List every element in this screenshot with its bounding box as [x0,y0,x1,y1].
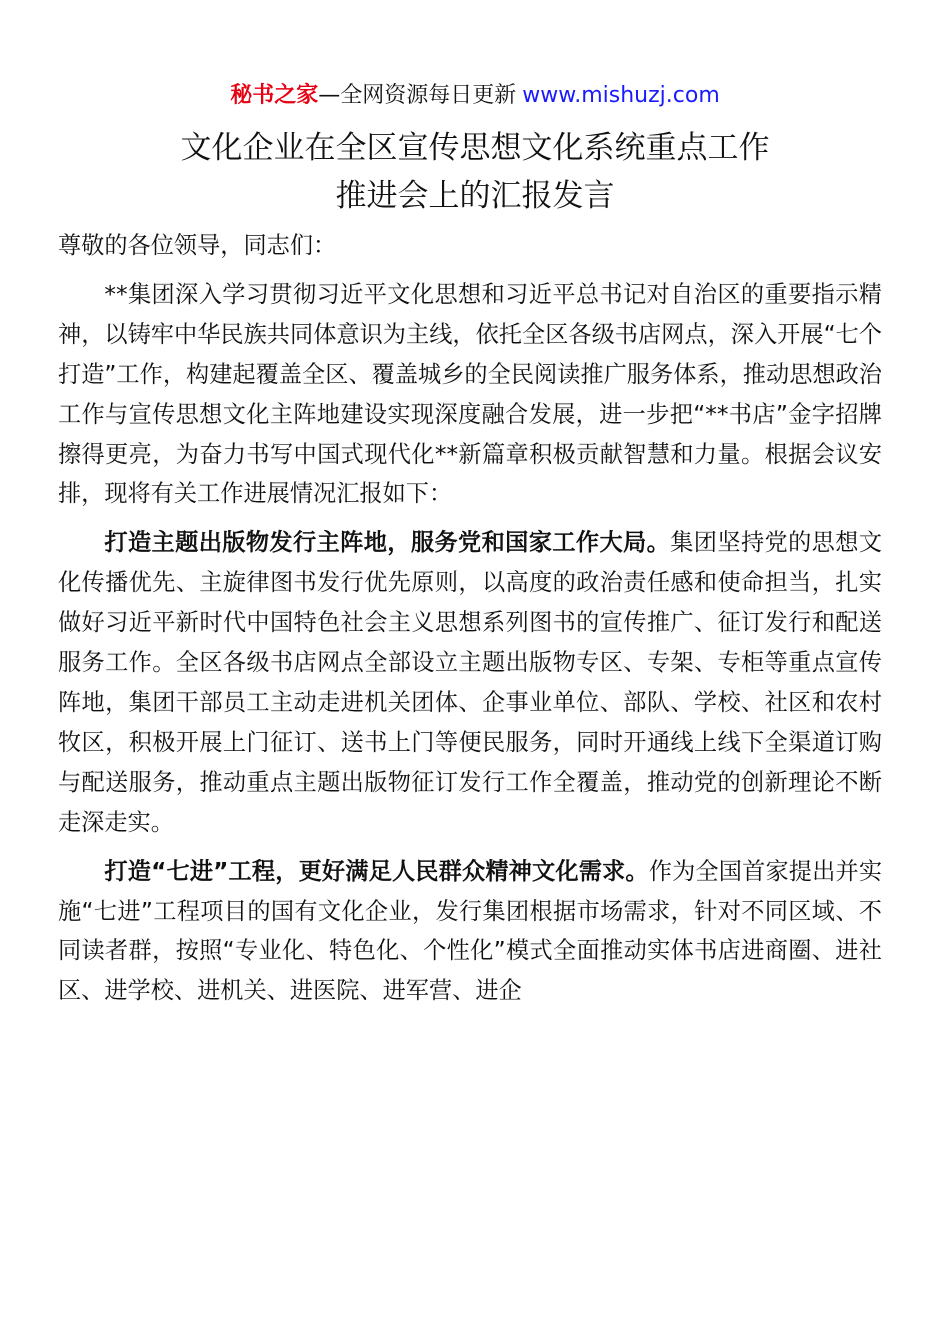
paragraph-lead: 打造“七进”工程，更好满足人民群众精神文化需求。 [104,857,649,885]
brand-name: 秘书之家 [230,83,319,108]
paragraph-theme-publications [58,523,882,842]
site-header [0,80,950,112]
title-line-1: 文化企业在全区宣传思想文化系统重点工作 [180,130,770,166]
brand-url-link[interactable]: www.mishuzj.com [522,83,720,108]
paragraph-seven-entries [58,852,882,1012]
paragraph-lead: 打造主题出版物发行主阵地，服务党和国家工作大局。 [104,529,671,557]
salutation: 尊敬的各位领导，同志们： [58,232,337,259]
paragraph-text: **集团深入学习贯彻习近平文化思想和习近平总书记对自治区的重要指示精神，以铸牢中华民族共同体意识为主线，依托全区各级书店网点，深入开展“七个打造”工作，构建起覆盖全区、覆盖城乡的全民阅读推广服务体系，推动思想政治工作与宣传思想文化主阵地建设实现深度融合发展，进一步把“**书店”金字招牌擦得更亮，为奋力书写中国式现代化**新篇章积极贡献智慧和力量。根据会议安排，现将有关工作进展情况汇报如下： [58,280,882,508]
paragraph-text: 作为全国首家提出并实施“七进”工程项目的国有文化企业，发行集团根据市场需求，针对不同区域、不同读者群，按照“专业化、特色化、个性化”模式全面推动实体书店进商圈、进社区、进学校、进机关、进医院、进军营、进企 [58,857,883,1005]
paragraph-text: 集团坚持党的思想文化传播优先、主旋律图书发行优先原则，以高度的政治责任感和使命担当，扎实做好习近平新时代中国特色社会主义思想系列图书的宣传推广、征订发行和配送服务工作。全区各级书店网点全部设立主题出版物专区、专架、专柜等重点宣传阵地，集团干部员工主动走进机关团体、企事业单位、部队、学校、社区和农村牧区，积极开展上门征订、送书上门等便民服务，同时开通线上线下全渠道订购与配送服务，推动重点主题出版物征订发行工作全覆盖，推动党的创新理论不断走深走实。 [58,529,883,836]
document-title [0,124,950,220]
document-body [58,226,882,1011]
title-line-2: 推进会上的汇报发言 [335,178,615,214]
paragraph-intro [58,275,882,514]
brand-tagline: —全网资源每日更新 [318,83,517,108]
